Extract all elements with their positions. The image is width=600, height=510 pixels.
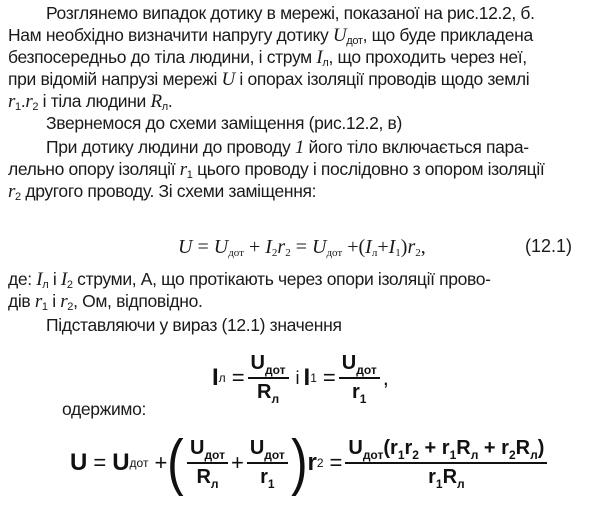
text-line: одержимо: [62, 399, 146, 419]
text-line: Нам необхідно визначити напругу дотику $U_{дот}$, що буде прикладена [8, 25, 533, 47]
fraction: $\frac{U_{дот}}{r_1}$ [247, 437, 288, 489]
text-line: $r_1.r_2$ і тіла людини $R_л$. [8, 91, 173, 113]
text-line: де: $I_л$ і $I_2$ струми, А, що протікають через опори ізоляції прово- [8, 269, 491, 291]
text-line: При дотику людини до проводу 1 його тіло включається пара- [46, 137, 529, 158]
text-line: дів $r_1$ і $r_2$, Ом, відповідно. [8, 291, 203, 313]
text-line: безпосередньо до тіла людини, і струм $I_л$, що проходить через неї, [8, 47, 527, 69]
fraction: $\frac{U_{дот}(r_1r_2 + r_1R_л + r_2R_л)}{r_1R_л}$ [345, 437, 547, 489]
equation-number: (12.1) [525, 236, 573, 256]
equation-12-1: $U = U_{дот} + I_2r_2 = U_{дот} +(I_л+I_1)r_2$, [178, 236, 426, 259]
text-line: Розглянемо випадок дотику в мережі, показаної на рис.12.2, б. [46, 3, 535, 23]
text-line: лельно опору ізоляції $r_1$ цього проводу і послідовно з опором ізоляції [8, 159, 545, 181]
result-formula: U = U дот + ( $\frac{U_{дот}}{R_л}$ + $\frac{U_{дот}}{r_1}$ ) r 2 = $\frac{U_{дот}(r_1r_2 + r_1R_л + r_2R_л)}{r_1R_л}$ [70, 432, 550, 494]
fraction: $\frac{U_{дот}}{R_л}$ [187, 437, 228, 489]
fraction: $\frac{U_{дот}}{r_1}$ [339, 352, 380, 404]
text-line: Підставляючи у вираз (12.1) значення [46, 315, 342, 335]
fraction: $\frac{U_{дот}}{R_л}$ [248, 352, 289, 404]
substitution-formula: I л = $\frac{U_{дот}}{R_л}$ і I 1 = $\frac{U_{дот}}{r_1}$ , [212, 352, 389, 406]
text-line: $r_2$ другого проводу. Зі схеми заміщення: [8, 181, 317, 203]
text-line: при відомій напрузі мережі U і опорах ізоляції проводів щодо землі [8, 69, 530, 90]
text-line: Звернемося до схеми заміщення (рис.12.2, в) [46, 113, 402, 133]
